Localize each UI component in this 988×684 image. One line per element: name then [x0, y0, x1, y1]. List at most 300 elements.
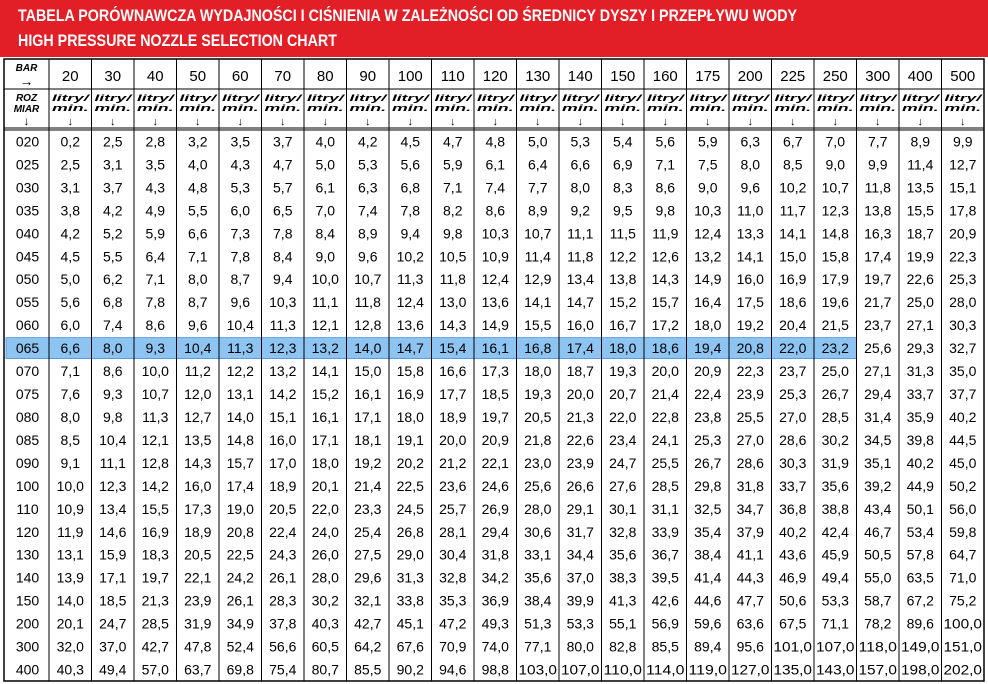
flow-value-cell: 64,2	[354, 638, 382, 655]
flow-value-cell: 10,2	[396, 248, 424, 265]
flow-value-cell: 14,9	[694, 271, 722, 288]
flow-value-cell: 30,2	[821, 431, 849, 448]
flow-value-cell: 17,7	[439, 386, 467, 403]
flow-value-cell: 33,9	[651, 523, 679, 540]
flow-value-cell: 17,8	[949, 202, 977, 219]
flow-value-cell: 34,7	[736, 500, 764, 517]
flow-value-cell: 39,5	[651, 569, 679, 586]
flow-value-cell: 20,0	[439, 431, 467, 448]
flow-value-cell: 21,5	[821, 317, 849, 334]
flow-value-cell: 9,6	[188, 317, 208, 334]
flow-value-cell: 143,0	[816, 661, 855, 678]
nozzle-size-cell: 100	[15, 477, 40, 494]
flow-value-cell: 29,0	[396, 546, 424, 563]
flow-value-cell: 8,0	[60, 408, 80, 425]
flow-value-cell: 4,8	[188, 179, 208, 196]
flow-value-cell: 53,3	[566, 615, 594, 632]
flow-value-cell: 19,7	[141, 569, 169, 586]
nozzle-size-cell: 080	[15, 408, 40, 425]
flow-value-cell: 63,7	[184, 661, 212, 678]
flow-value-cell: 18,9	[439, 408, 467, 425]
flow-value-cell: 20,8	[226, 523, 254, 540]
flow-value-cell: 14,3	[439, 317, 467, 334]
flow-value-cell: 18,0	[609, 340, 637, 357]
flow-value-cell: 10,3	[269, 294, 297, 311]
flow-value-cell: 5,6	[655, 133, 675, 150]
flow-value-cell: 16,8	[524, 340, 552, 357]
flow-value-cell: 34,2	[481, 569, 509, 586]
unit-label: min.	[902, 103, 939, 114]
nozzle-size-cell: 065	[15, 340, 40, 357]
flow-value-cell: 30,3	[779, 454, 807, 471]
flow-value-cell: 3,2	[188, 133, 208, 150]
unit-label: min.	[689, 103, 726, 114]
flow-value-cell: 7,1	[443, 179, 463, 196]
flow-value-cell: 19,4	[694, 340, 722, 357]
flow-value-cell: 25,6	[864, 340, 892, 357]
flow-value-cell: 16,0	[184, 477, 212, 494]
flow-value-cell: 12,2	[609, 248, 637, 265]
pressure-header: 40	[146, 68, 164, 85]
flow-value-cell: 6,4	[528, 156, 548, 173]
corner-size-arrow: ↓	[23, 114, 30, 128]
flow-value-cell: 7,7	[528, 179, 548, 196]
flow-value-cell: 7,5	[698, 156, 718, 173]
flow-value-cell: 75,4	[269, 661, 297, 678]
flow-value-cell: 107,0	[561, 661, 600, 678]
flow-value-cell: 4,7	[273, 156, 293, 173]
flow-value-cell: 28,5	[651, 477, 679, 494]
flow-value-cell: 28,6	[736, 454, 764, 471]
flow-value-cell: 24,7	[99, 615, 127, 632]
flow-value-cell: 14,8	[226, 431, 254, 448]
flow-value-cell: 7,1	[188, 248, 208, 265]
flow-value-cell: 22,1	[184, 569, 212, 586]
pressure-header: 90	[359, 68, 377, 85]
flow-value-cell: 15,7	[226, 454, 254, 471]
flow-value-cell: 32,7	[949, 340, 977, 357]
flow-value-cell: 3,5	[230, 133, 250, 150]
flow-value-cell: 36,7	[651, 546, 679, 563]
flow-value-cell: 4,2	[358, 133, 378, 150]
flow-value-cell: 19,2	[736, 317, 764, 334]
flow-value-cell: 8,7	[230, 271, 250, 288]
flow-value-cell: 11,1	[567, 225, 594, 242]
flow-value-cell: 15,8	[821, 248, 849, 265]
unit-label: litry/	[689, 93, 729, 104]
unit-arrow: ↓	[407, 116, 413, 128]
flow-value-cell: 8,9	[528, 202, 548, 219]
flow-value-cell: 14,6	[99, 523, 127, 540]
flow-value-cell: 13,4	[99, 500, 127, 517]
flow-value-cell: 5,0	[528, 133, 548, 150]
flow-value-cell: 14,9	[481, 317, 509, 334]
flow-value-cell: 13,6	[481, 294, 509, 311]
flow-value-cell: 18,0	[396, 408, 424, 425]
flow-value-cell: 56,6	[269, 638, 297, 655]
flow-value-cell: 135,0	[773, 661, 813, 678]
flow-value-cell: 8,4	[273, 248, 293, 265]
flow-value-cell: 8,0	[103, 340, 123, 357]
flow-value-cell: 6,0	[230, 202, 250, 219]
flow-value-cell: 4,0	[315, 133, 335, 150]
flow-value-cell: 98,8	[481, 661, 509, 678]
flow-value-cell: 47,8	[184, 638, 212, 655]
flow-value-cell: 23,0	[524, 454, 552, 471]
flow-value-cell: 19,0	[226, 500, 254, 517]
flow-value-cell: 6,2	[103, 271, 123, 288]
flow-value-cell: 18,6	[651, 340, 679, 357]
flow-value-cell: 23,9	[566, 454, 594, 471]
unit-label: litry/	[477, 93, 516, 104]
flow-value-cell: 39,8	[906, 431, 934, 448]
flow-value-cell: 15,5	[141, 500, 169, 517]
flow-value-cell: 6,6	[60, 340, 80, 357]
flow-value-cell: 29,8	[694, 477, 722, 494]
flow-value-cell: 21,8	[524, 431, 552, 448]
flow-value-cell: 43,6	[779, 546, 807, 563]
flow-value-cell: 22,6	[566, 431, 594, 448]
flow-value-cell: 16,1	[481, 340, 509, 357]
flow-value-cell: 8,5	[783, 156, 803, 173]
flow-value-cell: 9,0	[315, 248, 335, 265]
flow-value-cell: 12,3	[99, 477, 127, 494]
flow-value-cell: 11,4	[524, 248, 551, 265]
flow-value-cell: 4,9	[145, 202, 165, 219]
nozzle-size-cell: 075	[15, 386, 40, 403]
flow-value-cell: 6,3	[740, 133, 760, 150]
pressure-header: 250	[822, 68, 848, 85]
flow-value-cell: 40,3	[311, 615, 339, 632]
flow-value-cell: 8,9	[358, 225, 378, 242]
flow-value-cell: 40,2	[779, 523, 807, 540]
flow-value-cell: 6,8	[400, 179, 420, 196]
flow-value-cell: 15,8	[396, 363, 424, 380]
flow-value-cell: 8,6	[103, 363, 123, 380]
flow-value-cell: 103,0	[518, 661, 558, 678]
flow-value-cell: 23,7	[864, 317, 892, 334]
flow-value-cell: 90,2	[396, 661, 424, 678]
unit-label: min.	[817, 103, 854, 114]
flow-value-cell: 29,3	[906, 340, 934, 357]
flow-value-cell: 45,0	[949, 454, 977, 471]
flow-value-cell: 22,3	[736, 363, 764, 380]
unit-label: min.	[137, 103, 174, 114]
flow-value-cell: 41,4	[694, 569, 722, 586]
flow-value-cell: 60,5	[311, 638, 339, 655]
flow-value-cell: 70,9	[439, 638, 467, 655]
flow-value-cell: 34,5	[864, 431, 892, 448]
nozzle-size-cell: 090	[15, 454, 40, 471]
flow-value-cell: 10,9	[56, 500, 84, 517]
flow-value-cell: 25,7	[439, 500, 467, 517]
flow-value-cell: 12,8	[354, 317, 382, 334]
flow-value-cell: 4,2	[60, 225, 80, 242]
flow-value-cell: 29,6	[354, 569, 382, 586]
flow-value-cell: 67,6	[396, 638, 424, 655]
title-banner	[0, 0, 988, 57]
flow-value-cell: 6,8	[103, 294, 123, 311]
flow-value-cell: 38,3	[609, 569, 637, 586]
unit-label: min.	[307, 103, 344, 114]
flow-value-cell: 25,4	[354, 523, 382, 540]
flow-value-cell: 5,6	[400, 156, 420, 173]
flow-value-cell: 23,2	[821, 340, 849, 357]
flow-value-cell: 16,7	[609, 317, 637, 334]
flow-value-cell: 11,9	[57, 523, 84, 540]
flow-value-cell: 40,3	[56, 661, 84, 678]
flow-value-cell: 39,2	[864, 477, 892, 494]
unit-label: min.	[392, 103, 429, 114]
flow-value-cell: 16,0	[736, 271, 764, 288]
flow-value-cell: 20,1	[56, 615, 84, 632]
flow-value-cell: 28,1	[439, 523, 467, 540]
flow-value-cell: 26,0	[311, 546, 339, 563]
flow-value-cell: 9,1	[60, 454, 80, 471]
flow-value-cell: 9,4	[400, 225, 420, 242]
flow-value-cell: 11,3	[142, 408, 169, 425]
flow-value-cell: 35,1	[864, 454, 892, 471]
flow-value-cell: 5,3	[230, 179, 250, 196]
nozzle-size-cell: 085	[15, 431, 40, 448]
flow-value-cell: 31,3	[906, 363, 934, 380]
flow-value-cell: 13,6	[396, 317, 424, 334]
flow-value-cell: 34,4	[566, 546, 594, 563]
flow-value-cell: 37,9	[736, 523, 764, 540]
flow-value-cell: 35,6	[524, 569, 552, 586]
flow-value-cell: 12,4	[481, 271, 509, 288]
flow-value-cell: 35,6	[609, 546, 637, 563]
flow-value-cell: 14,1	[736, 248, 764, 265]
flow-value-cell: 13,1	[226, 386, 254, 403]
unit-label: litry/	[179, 93, 219, 104]
flow-value-cell: 11,3	[397, 271, 424, 288]
flow-value-cell: 85,5	[651, 638, 679, 655]
flow-value-cell: 19,7	[481, 408, 509, 425]
flow-value-cell: 56,9	[651, 615, 679, 632]
flow-value-cell: 14,3	[184, 454, 212, 471]
flow-value-cell: 13,5	[906, 179, 934, 196]
unit-arrow: ↓	[195, 116, 201, 128]
flow-value-cell: 16,1	[354, 386, 382, 403]
flow-value-cell: 11,8	[439, 271, 466, 288]
flow-value-cell: 26,1	[269, 569, 297, 586]
unit-label: litry/	[902, 93, 941, 104]
flow-value-cell: 6,1	[485, 156, 505, 173]
unit-label: min.	[944, 103, 981, 114]
unit-label: min.	[774, 103, 811, 114]
flow-value-cell: 30,3	[949, 317, 977, 334]
flow-value-cell: 18,5	[99, 592, 127, 609]
nozzle-size-cell: 200	[15, 615, 40, 632]
flow-value-cell: 17,2	[651, 317, 679, 334]
flow-value-cell: 32,0	[56, 638, 84, 655]
flow-value-cell: 4,5	[400, 133, 420, 150]
flow-value-cell: 13,8	[609, 271, 637, 288]
pressure-header: 225	[780, 68, 806, 85]
flow-value-cell: 71,0	[949, 569, 977, 586]
flow-value-cell: 42,6	[651, 592, 679, 609]
pressure-header: 400	[907, 68, 933, 85]
flow-value-cell: 25,3	[949, 271, 977, 288]
flow-value-cell: 7,7	[868, 133, 888, 150]
flow-value-cell: 21,7	[864, 294, 892, 311]
flow-value-cell: 11,9	[652, 225, 679, 242]
flow-value-cell: 22,5	[396, 477, 424, 494]
unit-arrow: ↓	[960, 116, 966, 128]
flow-value-cell: 7,1	[60, 363, 80, 380]
flow-value-cell: 11,8	[354, 294, 381, 311]
flow-value-cell: 5,9	[698, 133, 718, 150]
flow-value-cell: 12,3	[269, 340, 297, 357]
flow-value-cell: 17,3	[184, 500, 212, 517]
flow-value-cell: 74,0	[481, 638, 509, 655]
flow-value-cell: 22,8	[651, 408, 679, 425]
flow-value-cell: 11,1	[99, 454, 126, 471]
flow-value-cell: 31,1	[651, 500, 679, 517]
flow-value-cell: 12,4	[396, 294, 424, 311]
flow-value-cell: 13,2	[694, 248, 722, 265]
flow-value-cell: 19,1	[396, 431, 424, 448]
flow-value-cell: 107,0	[816, 638, 855, 655]
nozzle-size-cell: 030	[15, 179, 40, 196]
flow-value-cell: 12,7	[949, 156, 977, 173]
flow-value-cell: 21,2	[439, 454, 467, 471]
flow-value-cell: 23,6	[439, 477, 467, 494]
flow-value-cell: 58,7	[864, 592, 892, 609]
unit-label: litry/	[604, 93, 644, 104]
flow-value-cell: 44,6	[694, 592, 722, 609]
flow-value-cell: 11,7	[779, 202, 806, 219]
flow-value-cell: 10,2	[779, 179, 807, 196]
unit-arrow: ↓	[832, 116, 838, 128]
flow-value-cell: 18,1	[354, 431, 382, 448]
unit-label: litry/	[774, 93, 814, 104]
flow-value-cell: 9,6	[740, 179, 760, 196]
flow-value-cell: 17,5	[736, 294, 764, 311]
flow-value-cell: 5,3	[358, 156, 378, 173]
flow-value-cell: 21,3	[566, 408, 594, 425]
flow-value-cell: 49,4	[821, 569, 849, 586]
unit-arrow: ↓	[705, 116, 711, 128]
flow-value-cell: 46,7	[864, 523, 892, 540]
flow-value-cell: 10,0	[56, 477, 84, 494]
nozzle-size-cell: 060	[15, 317, 40, 334]
unit-label: min.	[222, 103, 259, 114]
flow-value-cell: 4,2	[103, 202, 123, 219]
flow-value-cell: 9,6	[358, 248, 378, 265]
flow-value-cell: 8,2	[443, 202, 463, 219]
flow-value-cell: 53,4	[906, 523, 934, 540]
flow-value-cell: 13,8	[864, 202, 892, 219]
nozzle-size-cell: 070	[15, 363, 40, 380]
flow-value-cell: 2,5	[60, 156, 80, 173]
flow-value-cell: 9,4	[273, 271, 293, 288]
flow-value-cell: 7,3	[230, 225, 250, 242]
unit-label: litry/	[264, 93, 304, 104]
nozzle-size-cell: 110	[16, 500, 39, 517]
flow-value-cell: 34,9	[226, 615, 254, 632]
unit-label: min.	[604, 103, 641, 114]
flow-value-cell: 35,0	[949, 363, 977, 380]
flow-value-cell: 28,0	[311, 569, 339, 586]
flow-value-cell: 89,6	[906, 615, 934, 632]
flow-value-cell: 13,5	[184, 431, 212, 448]
unit-arrow: ↓	[365, 116, 371, 128]
flow-value-cell: 10,7	[524, 225, 552, 242]
flow-value-cell: 16,0	[269, 431, 297, 448]
flow-value-cell: 27,5	[354, 546, 382, 563]
flow-value-cell: 36,9	[481, 592, 509, 609]
flow-value-cell: 10,4	[99, 431, 127, 448]
flow-value-cell: 20,8	[736, 340, 764, 357]
flow-value-cell: 10,4	[184, 340, 212, 357]
flow-value-cell: 95,6	[736, 638, 764, 655]
flow-value-cell: 64,7	[949, 546, 977, 563]
flow-value-cell: 28,0	[524, 500, 552, 517]
flow-value-cell: 5,0	[315, 156, 335, 173]
flow-value-cell: 11,0	[737, 202, 764, 219]
nozzle-size-cell: 055	[15, 294, 40, 311]
flow-value-cell: 20,5	[524, 408, 552, 425]
flow-value-cell: 32,8	[609, 523, 637, 540]
flow-value-cell: 20,0	[651, 363, 679, 380]
flow-value-cell: 39,9	[566, 592, 594, 609]
flow-value-cell: 55,0	[864, 569, 892, 586]
flow-value-cell: 8,0	[188, 271, 208, 288]
nozzle-size-cell: 400	[15, 661, 40, 678]
flow-value-cell: 202,0	[943, 661, 983, 678]
flow-value-cell: 6,4	[145, 248, 165, 265]
flow-value-cell: 31,9	[821, 454, 849, 471]
unit-arrow: ↓	[577, 116, 583, 128]
flow-value-cell: 14,7	[566, 294, 594, 311]
flow-value-cell: 94,6	[439, 661, 467, 678]
flow-value-cell: 3,1	[103, 156, 123, 173]
unit-label: min.	[562, 103, 599, 114]
flow-value-cell: 14,2	[141, 477, 169, 494]
flow-value-cell: 59,8	[949, 523, 977, 540]
flow-value-cell: 43,4	[864, 500, 892, 517]
unit-arrow: ↓	[917, 116, 923, 128]
nozzle-size-cell: 120	[15, 523, 40, 540]
flow-value-cell: 18,7	[566, 363, 594, 380]
corner-bar-arrow: →	[19, 73, 34, 89]
flow-value-cell: 22,6	[906, 271, 934, 288]
unit-label: litry/	[392, 93, 431, 104]
flow-value-cell: 22,1	[481, 454, 509, 471]
flow-value-cell: 23,8	[694, 408, 722, 425]
flow-value-cell: 9,8	[655, 202, 675, 219]
flow-value-cell: 53,3	[821, 592, 849, 609]
pressure-header: 175	[695, 68, 721, 85]
flow-value-cell: 10,7	[141, 386, 169, 403]
flow-value-cell: 110,0	[603, 661, 643, 678]
flow-value-cell: 24,5	[396, 500, 424, 517]
flow-value-cell: 8,7	[188, 294, 208, 311]
flow-value-cell: 25,3	[779, 386, 807, 403]
flow-value-cell: 16,1	[311, 408, 339, 425]
flow-value-cell: 17,9	[821, 271, 849, 288]
flow-value-cell: 31,4	[864, 408, 892, 425]
flow-value-cell: 18,5	[481, 386, 509, 403]
flow-value-cell: 29,4	[481, 523, 509, 540]
unit-arrow: ↓	[875, 116, 881, 128]
flow-value-cell: 57,0	[141, 661, 169, 678]
flow-value-cell: 22,0	[311, 500, 339, 517]
pressure-header: 150	[610, 68, 636, 85]
flow-value-cell: 3,8	[60, 202, 80, 219]
